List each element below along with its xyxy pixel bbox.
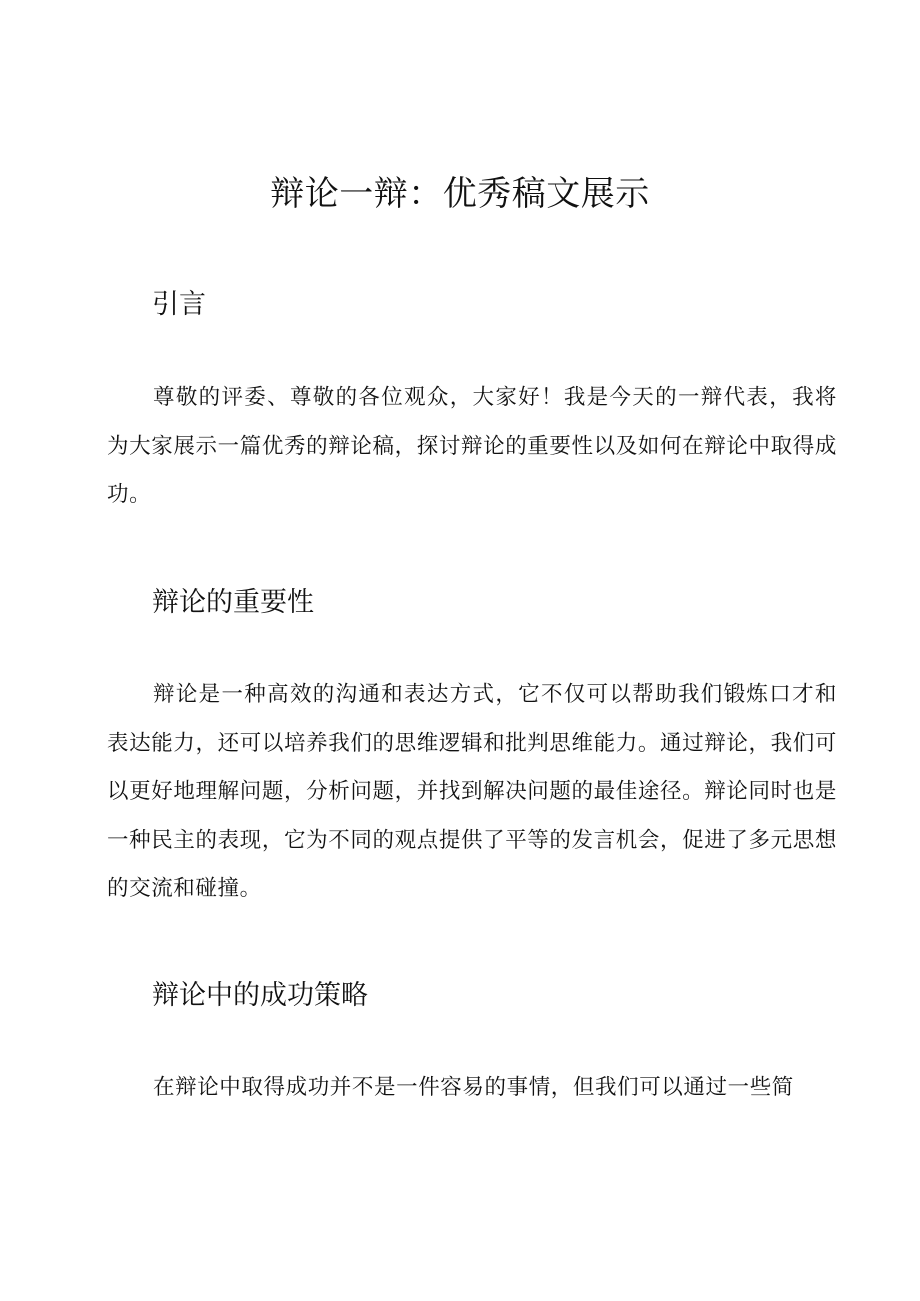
section-heading-importance: 辩论的重要性 xyxy=(152,587,314,618)
section-heading-strategy: 辩论中的成功策略 xyxy=(152,980,368,1011)
section-paragraph-strategy: 在辩论中取得成功并不是一件容易的事情，但我们可以通过一些简 xyxy=(153,1075,794,1100)
document-title: 辩论一辩：优秀稿文展示 xyxy=(270,174,650,214)
section-heading-intro: 引言 xyxy=(152,289,206,320)
section-paragraph-intro: 尊敬的评委、尊敬的各位观众，大家好！我是今天的一辩代表，我将为大家展示一篇优秀的辩论稿，探讨辩论的重要性以及如何在辩论中取得成功。 xyxy=(107,385,837,507)
section-paragraph-importance: 辩论是一种高效的沟通和表达方式，它不仅可以帮助我们锻炼口才和表达能力，还可以培养我们的思维逻辑和批判思维能力。通过辩论，我们可以更好地理解问题，分析问题，并找到解决问题的最佳途径。辩论同时也是一种民主的表现，它为不同的观点提供了平等的发言机会，促进了多元思想的交流和碰撞。 xyxy=(107,682,837,901)
